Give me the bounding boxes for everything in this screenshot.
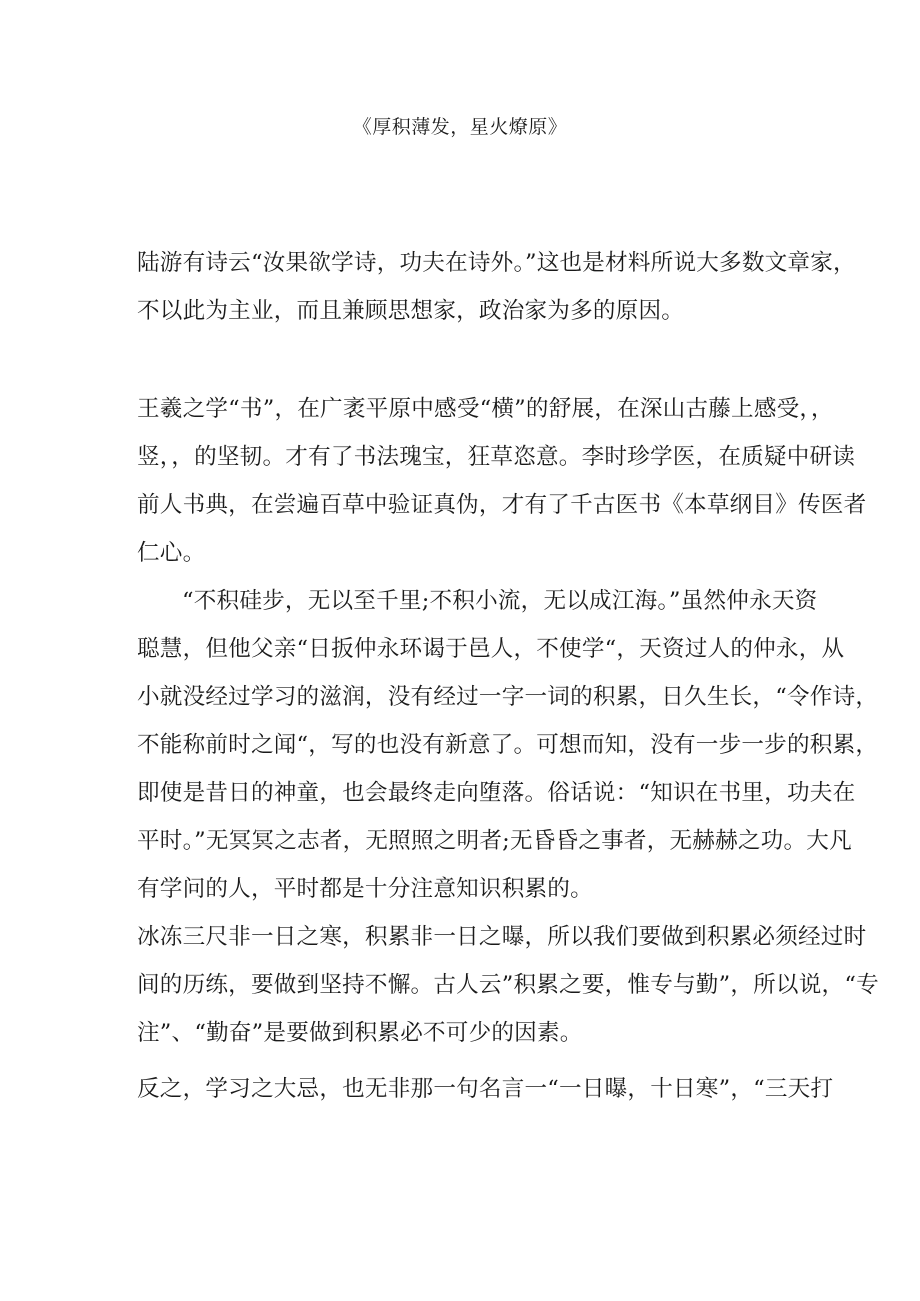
text-line: 聪慧，但他父亲“日扳仲永环谒于邑人，不使学“，天资过人的仲永，从 (137, 636, 845, 662)
text-line: 小就没经过学习的滋润，没有经过一字一词的积累，日久生长，“令作诗， (137, 684, 879, 710)
text-line: 陆游有诗云“汝果欲学诗，功夫在诗外。”这也是材料所说大多数文章家， (137, 250, 856, 276)
text-line: 间的历练，要做到坚持不懈。古人云”积累之要，惟专与勤”，所以说，“专 (137, 972, 879, 998)
text-line: 注”、“勤奋”是要做到积累必不可少的因素。 (137, 1020, 583, 1046)
text-line: 不能称前时之闻“，写的也没有新意了。可想而知，没有一步一步的积累， (137, 732, 879, 758)
text-line: 前人书典，在尝遍百草中验证真伪，才有了千古医书《本草纲目》传医者 (137, 492, 867, 518)
document-title: 《厚积薄发，星火燎原》 (352, 116, 568, 138)
text-line: 反之，学习之大忌，也无非那一句名言一“一日曝，十日寒”，“三天打 (137, 1076, 834, 1102)
text-line: “不积硅步，无以至千里;不积小流，无以成江海。”虽然仲永天资 (182, 588, 818, 614)
text-line: 仁心。 (137, 540, 206, 566)
text-line: 冰冻三尺非一日之寒，积累非一日之曝，所以我们要做到积累必须经过时 (137, 924, 867, 950)
text-line: 平时。”无冥冥之志者，无照照之明者;无昏昏之事者，无赫赫之功。大凡 (137, 828, 852, 854)
text-line: 即使是昔日的神童，也会最终走向堕落。俗话说：“知识在书里，功夫在 (137, 780, 856, 806)
text-line: 竖，，的坚韧。才有了书法瑰宝，狂草恣意。李时珍学医，在质疑中研读 (137, 444, 856, 470)
text-line: 王羲之学“书”，在广袤平原中感受“横”的舒展，在深山古藤上感受，， (137, 396, 834, 422)
text-line: 有学问的人，平时都是十分注意知识积累的。 (137, 876, 593, 902)
text-line: 不以此为主业，而且兼顾思想家，政治家为多的原因。 (137, 298, 685, 324)
